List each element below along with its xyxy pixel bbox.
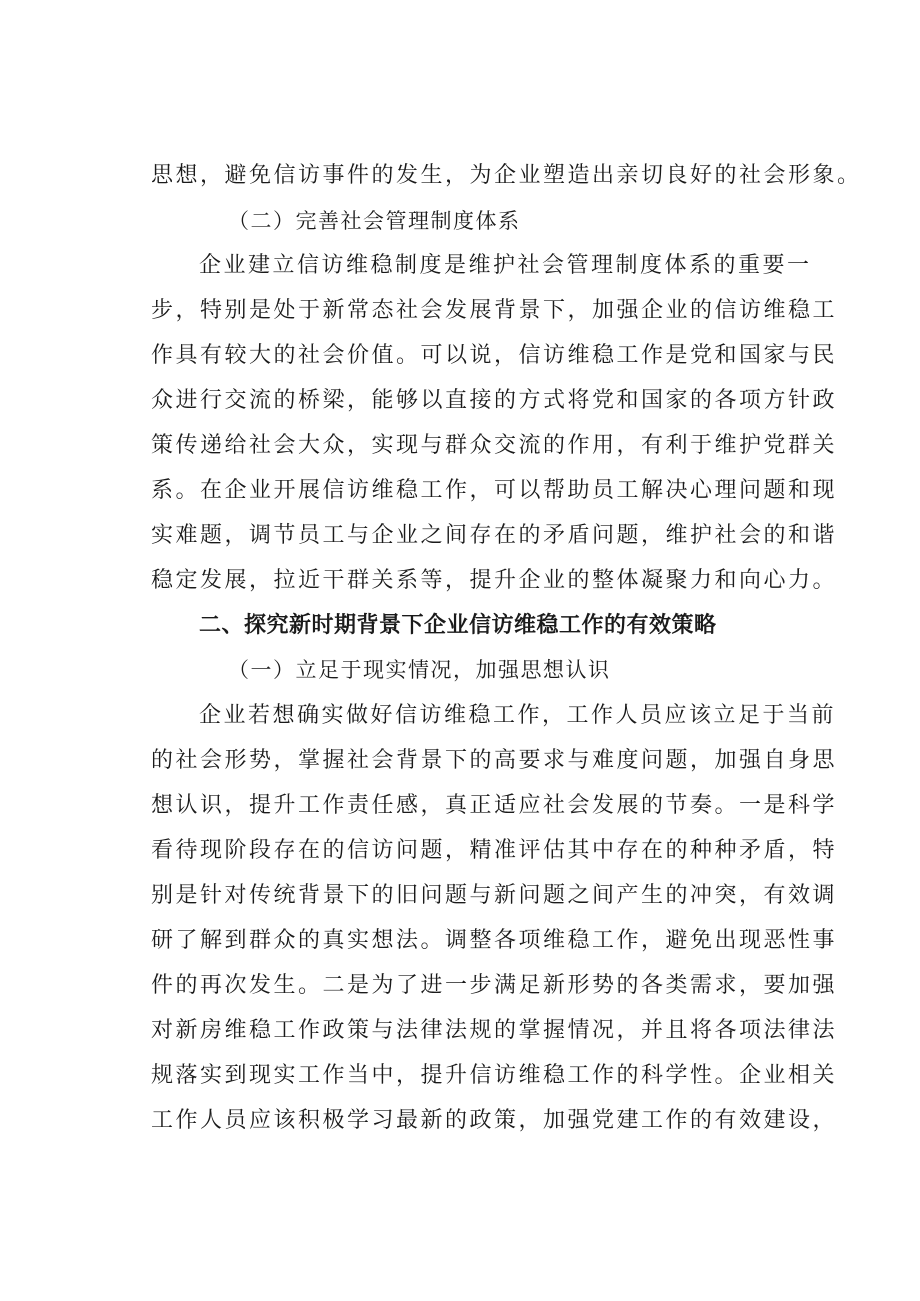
subheading-ground-reality: （一）立足于现实情况，加强思想认识 bbox=[228, 658, 611, 682]
paragraph-3-line: 件的再次发生。二是为了进一步满足新形势的各类需求，要加强 bbox=[151, 973, 838, 998]
paragraph-3-line: 规落实到现实工作当中，提升信访维稳工作的科学性。企业相关 bbox=[151, 1063, 838, 1088]
paragraph-3-line: 研了解到群众的真实想法。调整各项维稳工作，避免出现恶性事 bbox=[151, 928, 838, 953]
paragraph-2-line: 企业建立信访维稳制度是维护社会管理制度体系的重要一 bbox=[199, 253, 812, 278]
paragraph-3-line: 想认识，提升工作责任感，真正适应社会发展的节奏。一是科学 bbox=[151, 793, 838, 818]
paragraph-3-line: 的社会形势，掌握社会背景下的高要求与难度问题，加强自身思 bbox=[151, 748, 838, 773]
paragraph-3-line: 工作人员应该积极学习最新的政策，加强党建工作的有效建设， bbox=[151, 1108, 838, 1133]
paragraph-2-line: 作具有较大的社会价值。可以说，信访维稳工作是党和国家与民 bbox=[151, 343, 838, 368]
paragraph-3-line: 别是针对传统背景下的旧问题与新问题之间产生的冲突，有效调 bbox=[151, 883, 838, 908]
paragraph-2-line: 稳定发展，拉近干群关系等，提升企业的整体凝聚力和向心力。 bbox=[151, 568, 838, 593]
paragraph-2-line: 步，特别是处于新常态社会发展背景下，加强企业的信访维稳工 bbox=[151, 298, 838, 323]
paragraph-3-line: 企业若想确实做好信访维稳工作，工作人员应该立足于当前 bbox=[199, 703, 837, 728]
paragraph-2-line: 众进行交流的桥梁，能够以直接的方式将党和国家的各项方针政 bbox=[151, 388, 838, 413]
section-heading: 二、探究新时期背景下企业信访维稳工作的有效策略 bbox=[199, 613, 717, 638]
subheading-perfect-system: （二）完善社会管理制度体系 bbox=[228, 209, 521, 233]
paragraph-2-line: 系。在企业开展信访维稳工作，可以帮助员工解决心理问题和现 bbox=[151, 478, 838, 503]
paragraph-3-line: 看待现阶段存在的信访问题，精准评估其中存在的种种矛盾，特 bbox=[151, 838, 838, 863]
paragraph-2-line: 策传递给社会大众，实现与群众交流的作用，有利于维护党群关 bbox=[151, 433, 838, 458]
paragraph-1-line: 思想，避免信访事件的发生，为企业塑造出亲切良好的社会形象。 bbox=[151, 163, 862, 188]
paragraph-3-line: 对新房维稳工作政策与法律法规的掌握情况，并且将各项法律法 bbox=[151, 1018, 838, 1043]
paragraph-2-line: 实难题，调节员工与企业之间存在的矛盾问题，维护社会的和谐 bbox=[151, 523, 838, 548]
